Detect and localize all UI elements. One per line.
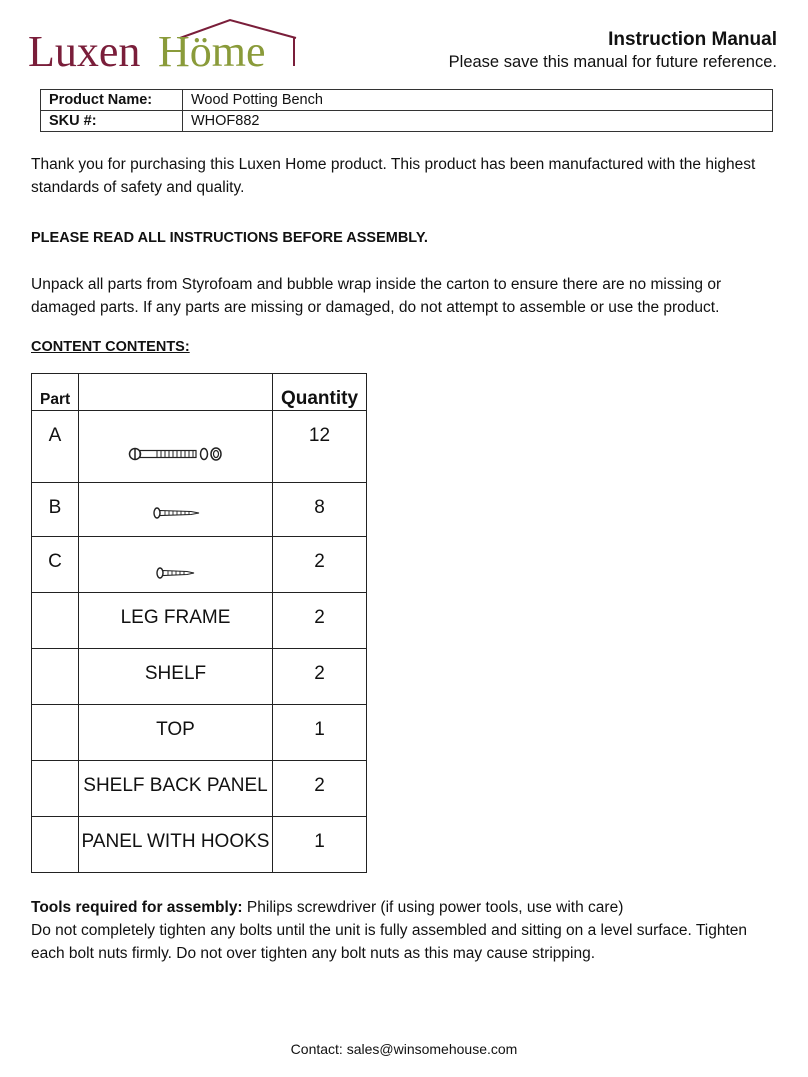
tightening-warning: Do not completely tighten any bolts until the unit is fully assembled and sitting on a level surface. Tighten each bolt nuts firmly. Do not over tighten any bolt nuts as this may cause stripping. xyxy=(31,922,747,962)
part-name: SHELF BACK PANEL xyxy=(83,775,268,796)
contact-footer: Contact: sales@winsomehouse.com xyxy=(290,1041,518,1057)
part-column-header: Part xyxy=(40,391,71,408)
intro-paragraph: Thank you for purchasing this Luxen Home product. This product has been manufactured with the highest standards of safety and quality. xyxy=(31,156,756,196)
quantity-column-header: Quantity xyxy=(280,388,359,409)
part-quantity: 2 xyxy=(314,775,325,796)
parts-table-header xyxy=(32,374,367,411)
document-title: Instruction Manual xyxy=(608,29,777,50)
parts-table xyxy=(31,373,367,873)
logo-text-home: Höme xyxy=(158,27,266,74)
sku-value: WHOF882 xyxy=(183,111,773,132)
product-name-label: Product Name: xyxy=(41,90,183,111)
part-quantity: 8 xyxy=(314,497,325,518)
part-quantity: 1 xyxy=(314,719,325,740)
brand-logo xyxy=(28,18,300,74)
part-label: C xyxy=(48,551,62,572)
table-row xyxy=(32,649,367,705)
document-subtitle: Please save this manual for future reference. xyxy=(448,53,777,71)
part-name: PANEL WITH HOOKS xyxy=(81,831,270,852)
part-label: A xyxy=(48,425,62,446)
bolt-with-washer-nut-icon xyxy=(79,411,273,483)
part-quantity: 2 xyxy=(314,607,325,628)
table-row xyxy=(32,705,367,761)
part-label: B xyxy=(48,497,62,518)
part-quantity: 2 xyxy=(314,551,325,572)
part-quantity: 2 xyxy=(314,663,325,684)
table-row xyxy=(32,593,367,649)
table-row xyxy=(32,817,367,873)
product-name-row xyxy=(41,90,773,111)
logo-text-luxen: Luxen xyxy=(28,27,141,74)
sku-label: SKU #: xyxy=(41,111,183,132)
part-quantity: 12 xyxy=(308,425,331,446)
unpack-paragraph: Unpack all parts from Styrofoam and bubble wrap inside the carton to ensure there are no missing or damaged parts. If any parts are missing or damaged, do not attempt to assemble or use the product. xyxy=(31,276,722,316)
contents-heading: CONTENT CONTENTS: xyxy=(31,339,190,355)
table-row xyxy=(32,411,367,483)
tools-label: Tools required for assembly: xyxy=(31,899,243,916)
tools-text: Philips screwdriver (if using power tools, use with care) xyxy=(242,899,624,916)
part-name: SHELF xyxy=(144,663,207,684)
table-row xyxy=(32,537,367,593)
screw-icon xyxy=(79,483,273,537)
table-row xyxy=(32,761,367,817)
tools-paragraph xyxy=(31,896,781,919)
part-name: LEG FRAME xyxy=(120,607,231,628)
read-instructions-heading: PLEASE READ ALL INSTRUCTIONS BEFORE ASSEMBLY. xyxy=(31,230,428,246)
product-info-table xyxy=(40,89,773,132)
part-quantity: 1 xyxy=(314,831,325,852)
part-name: TOP xyxy=(156,719,195,740)
table-row xyxy=(32,483,367,537)
sku-row xyxy=(41,111,773,132)
product-name-value: Wood Potting Bench xyxy=(183,90,773,111)
short-screw-icon xyxy=(79,537,273,593)
